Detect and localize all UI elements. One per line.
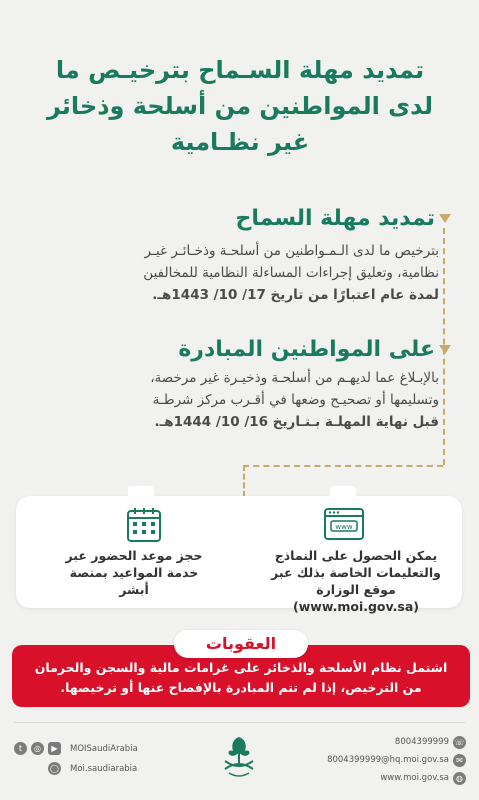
section-body-line: نظامية، وتعليق إجراءات المساءلة النظامية للمخالفين xyxy=(143,265,439,281)
instagram-icon[interactable]: ◎ xyxy=(31,742,44,755)
twitter-handle[interactable]: MOISaudiArabia xyxy=(70,744,138,754)
page-title xyxy=(40,52,440,160)
youtube-icon[interactable]: ▶ xyxy=(48,742,61,755)
section-heading: على المواطنين المبادرة xyxy=(178,337,435,362)
timeline-marker-icon xyxy=(439,214,451,223)
card-text-line: والتعليمات الخاصة بذلك عبر xyxy=(271,565,441,580)
penalties-text-line: من الترخيص، إذا لم تتم المبادرة بالإفصاح عنها أو ترخيصها. xyxy=(60,680,422,695)
card-tab xyxy=(128,486,154,498)
phone-icon: ☏ xyxy=(454,738,465,747)
web-icon-text: www xyxy=(335,523,353,531)
penalties-label: العقوبات xyxy=(174,630,308,658)
timeline-connector xyxy=(243,465,443,467)
section-body xyxy=(29,240,439,306)
email-address[interactable]: 8004399999@hq.moi.gov.sa xyxy=(327,755,449,765)
section-body-line: قبل نهاية المهلـة بـتـاريخ 16/ 10/ 1444هـ. xyxy=(154,414,439,430)
section-heading: تمديد مهلة السماح xyxy=(235,206,435,231)
section-body xyxy=(29,367,439,433)
title-line-2: لدى المواطنين من أسلحة وذخائر xyxy=(46,92,434,120)
title-line-3: غير نظـامية xyxy=(170,128,310,156)
globe-icon: ◍ xyxy=(453,772,466,785)
card-text-line: أبشر xyxy=(119,582,149,597)
snapchat-handle[interactable]: Moi.saudiarabia xyxy=(70,764,138,774)
snapchat-icon[interactable]: ◯ xyxy=(48,762,61,775)
phone-number[interactable]: 8004399999 xyxy=(394,737,449,747)
penalties-text-line: اشتمل نظام الأسلحة والذخائر على غرامات مالية والسجن والحرمان xyxy=(34,660,448,675)
card-website-text xyxy=(256,547,456,615)
penalties-text xyxy=(24,658,458,698)
moi-emblem-icon xyxy=(219,733,259,783)
section-body-line: بترخيص ما لدى الـمـواطنين من أسلحـة وذخـائـر غيـر xyxy=(144,243,439,259)
calendar-icon xyxy=(123,506,165,544)
section-body-line: وتسليمها أو تصحيـح وضعها في أقـرب مركز شرطـة xyxy=(152,392,439,408)
mail-icon: ✉ xyxy=(453,754,466,767)
card-text-line: يمكن الحصول على النماذج xyxy=(274,548,438,563)
twitter-icon[interactable]: t xyxy=(14,742,27,755)
card-text-line: موقع الوزارة (www.moi.gov.sa) xyxy=(293,582,419,614)
section-body-line: بالإبـلاغ عما لديهـم من أسلحـة وذخيـرة غير مرخصة، xyxy=(150,370,439,386)
card-tab xyxy=(330,486,356,498)
card-booking-text xyxy=(44,547,224,598)
title-line-1: تمديد مهلة السـماح بترخيـص ما xyxy=(55,56,425,84)
timeline-marker-icon xyxy=(439,345,451,354)
card-text-line: خدمة المواعيد بمنصة xyxy=(69,565,199,580)
footer-divider xyxy=(14,722,465,723)
website-link[interactable]: www.moi.gov.sa xyxy=(380,773,449,783)
timeline-drop xyxy=(243,465,245,497)
section-body-line: لمدة عام اعتبارًا من تاريخ 17/ 10/ 1443هـ. xyxy=(152,287,439,303)
card-text-line: حجز موعد الحضور عبر xyxy=(65,548,203,563)
web-browser-icon xyxy=(323,506,365,544)
